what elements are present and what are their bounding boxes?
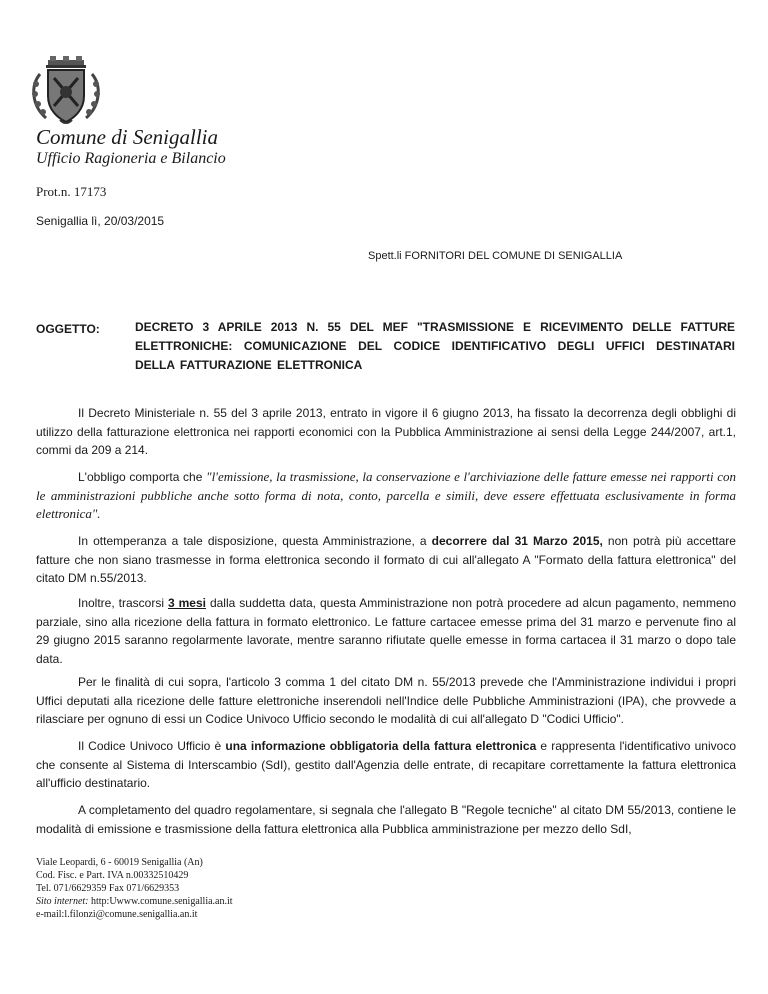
recipient: Spett.li FORNITORI DEL COMUNE DI SENIGALLIA bbox=[368, 250, 623, 262]
subject-text: DECRETO 3 APRILE 2013 N. 55 DEL MEF "TRASMISSIONE E RICEVIMENTO DELLE FATTURE ELETTRONICHE: COMUNICAZIONE DEL CODICE IDENTIFICATIVO DEGLI UFFICI DESTINATARI DELLA FATTURAZIONE ELETTRONICA bbox=[135, 320, 735, 372]
municipality-name: Comune di Senigallia bbox=[36, 125, 218, 149]
paragraph-office-code-text-b: e rappresenta l'identificativo univoco che consente al Sistema di Interscambio (SdI), gestito dall'Agenzia delle entrate, di recapitare correttamente la fattura elettronica all'ufficio destinatario. bbox=[36, 739, 736, 790]
paragraph-ipa-text: Per le finalità di cui sopra, l'articolo 3 comma 1 del citato DM n. 55/2013 prevede che l'Amministrazione individui i propri Uffici deputati alla ricezione delle fatture elettroniche inserendoli nell'Indice delle Pubbliche Amministrazioni (IPA), che provvede a rilasciare per ognuno di essi un Codice Univoco Ufficio secondo le modalità di cui all'allegato D "Codici Ufficio". bbox=[36, 675, 736, 726]
paragraph-technical-rules bbox=[36, 801, 736, 838]
paragraph-grace-text-b: dalla suddetta data, questa Amministrazione non potrà procedere ad alcun pagamento, nemmeno parziale, sino alla ricezione della fattura in formato elettronico. Le fatture cartacee emesse prima del 31 marzo e pervenute fino al 29 giugno 2015 saranno regolarmente lavorate, mentre saranno rifiutate quelle emesse in forma cartacea il 31 marzo o dopo tale data. bbox=[36, 596, 736, 666]
paragraph-technical-rules-text: A completamento del quadro regolamentare, si segnala che l'allegato B "Regole tecniche" al citato DM 55/2013, contiene le modalità di emissione e trasmissione della fattura elettronica alla Pubblica amministrazione per mezzo dello SdI, bbox=[36, 803, 736, 836]
paragraph-deadline-date: decorrere dal 31 Marzo 2015, bbox=[431, 534, 603, 548]
paragraph-deadline-text-a: In ottemperanza a tale disposizione, questa Amministrazione, a bbox=[78, 534, 432, 548]
letterhead-footer bbox=[36, 856, 233, 921]
footer-fiscal-code: Cod. Fisc. e Part. IVA n.00332510429 bbox=[36, 870, 189, 881]
footer-phone-fax: Tel. 071/6629359 Fax 071/6629353 bbox=[36, 883, 180, 894]
paragraph-office-code bbox=[36, 737, 736, 793]
footer-site-label: Sito internet: bbox=[36, 896, 89, 907]
paragraph-obligation-quote: "l'emissione, la trasmissione, la conservazione e l'archiviazione delle fatture emesse nei rapporti con le amministrazioni pubbliche anche sotto forma di nota, conto, parcella e simili, deve essere effettuata esclusivamente in forma elettronica". bbox=[36, 469, 736, 521]
paragraph-grace-period bbox=[36, 594, 736, 668]
footer-address: Viale Leopardi, 6 - 60019 Senigallia (An) bbox=[36, 857, 203, 868]
office-name: Ufficio Ragioneria e Bilancio bbox=[36, 150, 226, 167]
paragraph-obligation bbox=[36, 468, 736, 524]
municipal-coat-of-arms-icon bbox=[26, 56, 106, 126]
paragraph-office-code-bold: una informazione obbligatoria della fattura elettronica bbox=[225, 739, 537, 753]
paragraph-deadline bbox=[36, 532, 736, 588]
paragraph-decree bbox=[36, 404, 736, 460]
place-and-date: Senigallia lì, 20/03/2015 bbox=[36, 214, 165, 228]
paragraph-grace-text-a: Inoltre, trascorsi bbox=[78, 596, 168, 610]
paragraph-office-code-text-a: Il Codice Univoco Ufficio è bbox=[78, 739, 226, 753]
footer-website-link[interactable]: http:Uwww.comune.senigallia.an.it bbox=[88, 896, 233, 907]
protocol-number: Prot.n. 17173 bbox=[36, 184, 107, 199]
paragraph-obligation-intro: L'obbligo comporta che bbox=[78, 470, 207, 484]
paragraph-deadline-text-b: non potrà più accettare fatture che non siano trasmesse in forma elettronica secondo il formato di cui all'allegato A "Formato della fattura elettronica" del citato DM n.55/2013. bbox=[36, 534, 736, 585]
paragraph-ipa bbox=[36, 673, 736, 729]
paragraph-grace-months: 3 mesi bbox=[167, 596, 206, 610]
footer-email-link[interactable]: e-mail:l.filonzi@comune.senigallia.an.it bbox=[36, 909, 198, 920]
paragraph-decree-text: Il Decreto Ministeriale n. 55 del 3 aprile 2013, entrato in vigore il 6 giugno 2013, ha fissato la decorrenza degli obblighi di utilizzo della fatturazione elettronica nei rapporti economici con la Pubblica Amministrazione ai sensi della Legge 244/2007, art.1, commi da 209 a 214. bbox=[36, 406, 736, 457]
subject-label: OGGETTO: bbox=[36, 322, 100, 336]
